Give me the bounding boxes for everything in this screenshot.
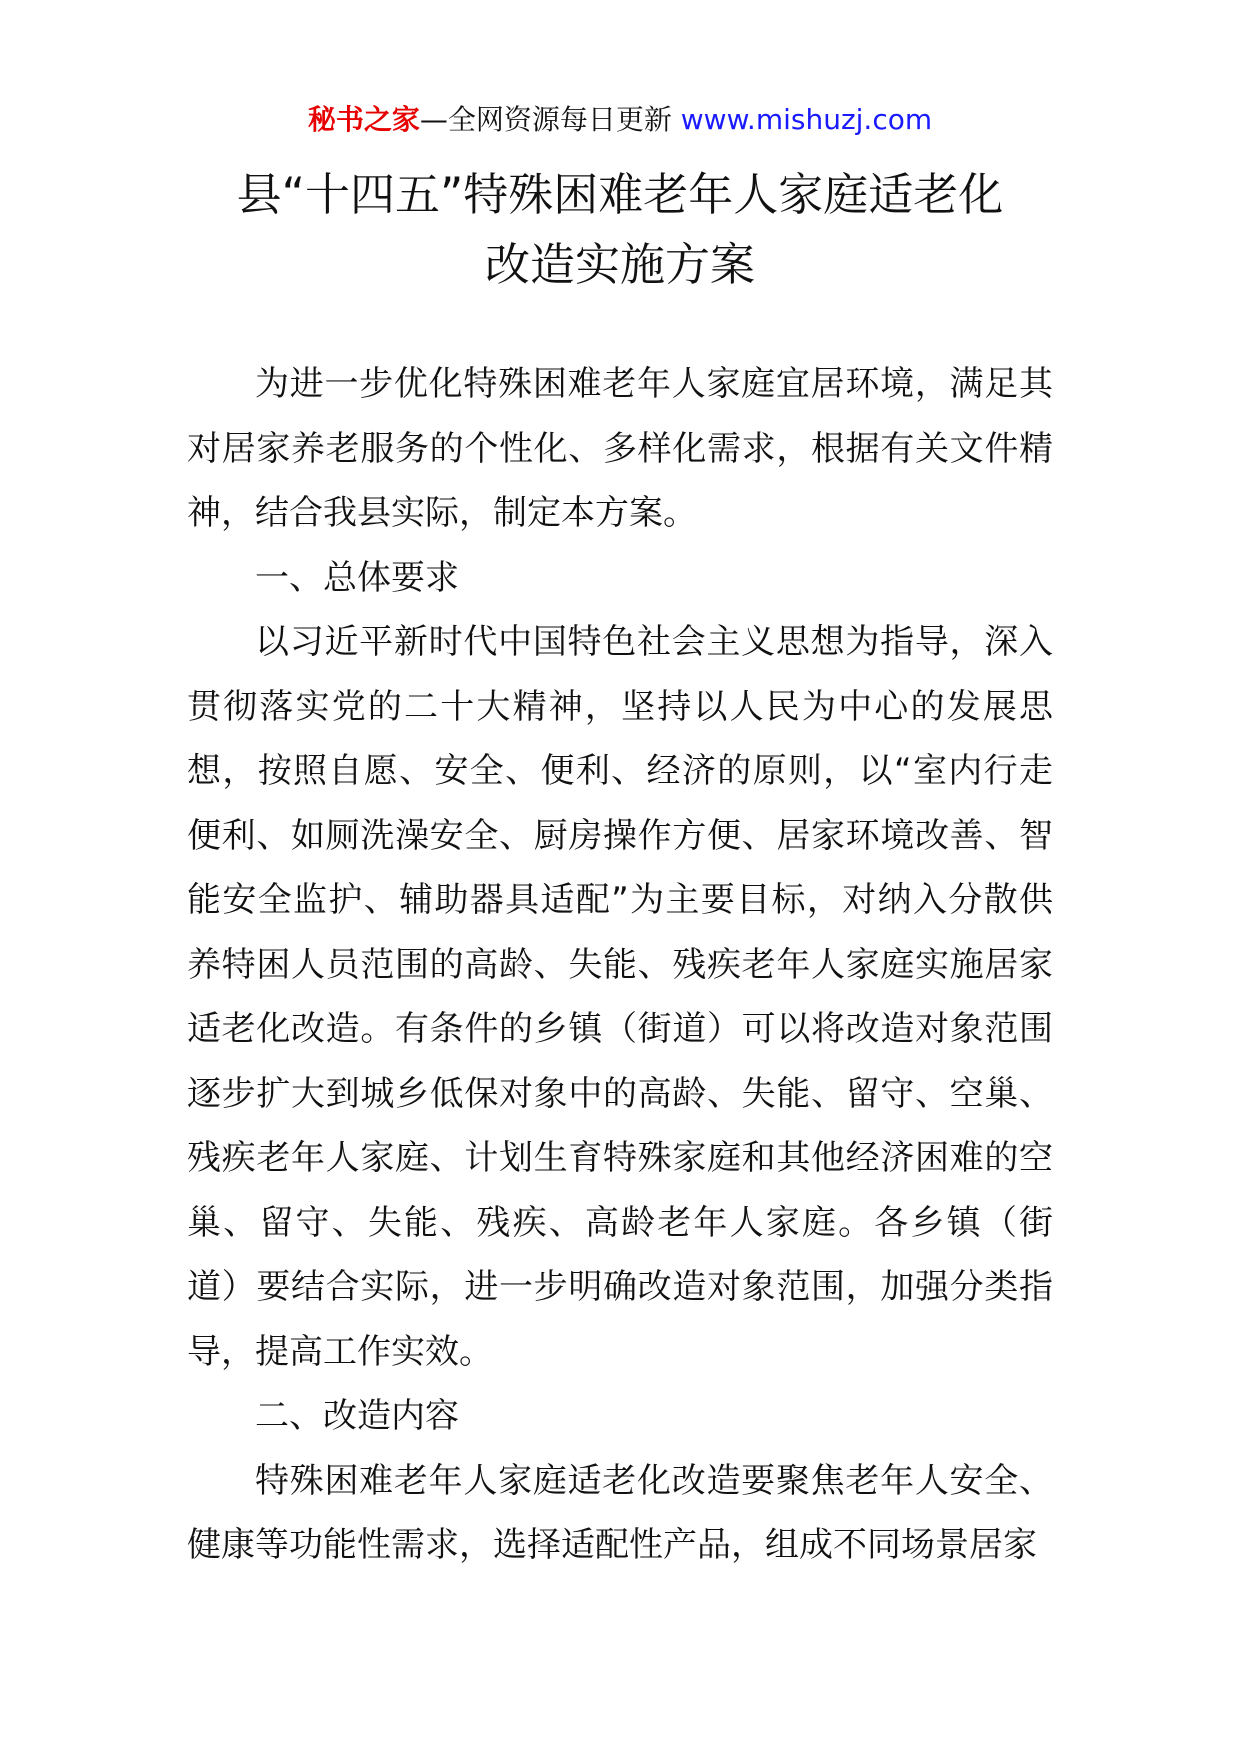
site-banner — [0, 100, 1240, 140]
document-title-line-2: 改造实施方案 — [484, 238, 755, 291]
intro-paragraph: 为进一步优化特殊困难老年人家庭宜居环境，满足其对居家养老服务的个性化、多样化需求，根据有关文件精神，结合我县实际，制定本方案。 — [187, 364, 1053, 533]
site-slogan: —全网资源每日更新 — [419, 103, 681, 136]
document-title-line-1: 县“十四五”特殊困难老年人家庭适老化 — [236, 168, 1004, 221]
section-heading-general-requirements: 一、总体要求 — [255, 557, 459, 598]
document-body — [187, 352, 1053, 1578]
document-title — [150, 160, 1090, 300]
site-brand: 秘书之家 — [307, 103, 420, 136]
general-requirements-paragraph: 以习近平新时代中国特色社会主义思想为指导，深入贯彻落实党的二十大精神，坚持以人民为中心的发展思想，按照自愿、安全、便利、经济的原则，以“室内行走便利、如厕洗澡安全、厨房操作方便、居家环境改善、智能安全监护、辅助器具适配”为主要目标，对纳入分散供养特困人员范围的高龄、失能、残疾老年人家庭实施居家适老化改造。有条件的乡镇（街道）可以将改造对象范围逐步扩大到城乡低保对象中的高龄、失能、留守、空巢、残疾老年人家庭、计划生育特殊家庭和其他经济困难的空巢、留守、失能、残疾、高龄老年人家庭。各乡镇（街道）要结合实际，进一步明确改造对象范围，加强分类指导，提高工作实效。 — [187, 622, 1053, 1372]
renovation-content-paragraph: 特殊困难老年人家庭适老化改造要聚焦老年人安全、健康等功能性需求，选择适配性产品，组成不同场景居家 — [187, 1460, 1053, 1565]
site-url-link[interactable]: www.mishuzj.com — [680, 103, 933, 136]
section-heading-renovation-content: 二、改造内容 — [255, 1396, 459, 1436]
